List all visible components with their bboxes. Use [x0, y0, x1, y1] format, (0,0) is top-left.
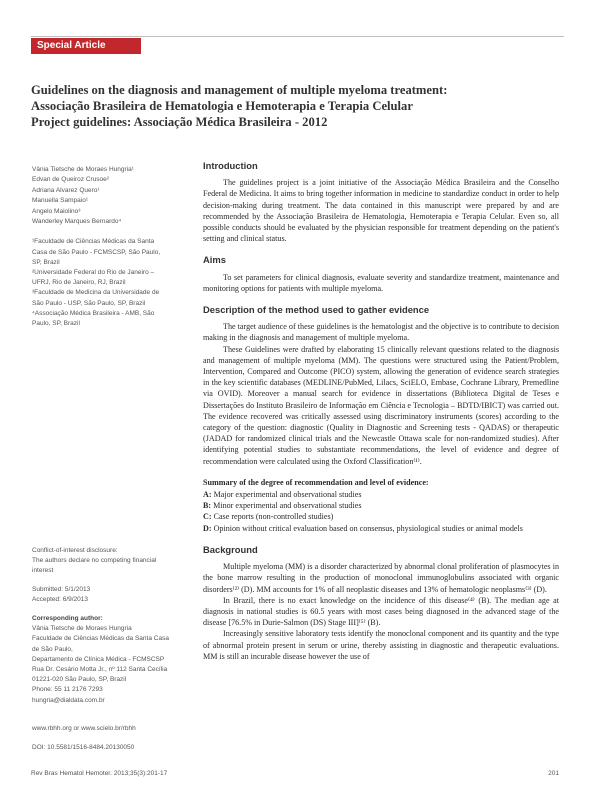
method-paragraph: The target audience of these guidelines is the hematologist and the objective is to contribute to decision making in the diagnosis and management of multiple myeloma. — [203, 322, 559, 343]
aims-section — [203, 254, 559, 294]
corresponding-line: Vânia Tietsche de Moraes Hungria — [32, 625, 132, 633]
affiliation-line: São Paulo - USP, São Paulo, SP, Brazil — [32, 299, 146, 307]
corresponding-label: Corresponding author: — [32, 615, 103, 622]
section-banner: Special Article — [31, 38, 141, 54]
affiliation-line: ⁴Associação Médica Brasileira - AMB, São — [32, 309, 155, 317]
corresponding-author — [32, 614, 182, 706]
page-number: 201 — [548, 770, 559, 777]
affiliation-line: ³Faculdade de Medicina da Universidade de — [32, 289, 160, 297]
corresponding-line: Rua Dr. Cesário Motta Jr., nº 112 Santa Cecília — [32, 666, 168, 674]
grade-key: A: — [203, 490, 212, 500]
author: Adriana Alvarez Quero¹ — [32, 186, 100, 194]
grade-text: Case reports (non-controlled studies) — [211, 512, 334, 522]
introduction-paragraph: The guidelines project is a joint initiative of the Associação Médica Brasileira and the Conselho Federal de Medicina. It aims to bring together information in medicine to standardize conduct in order to help decision-making during treatment. The data contained in this manuscript were prepared by and are recommended by the Associação Brasileira de Hematologia, Hemoterapia e Terapia Celular. Even so, all possible conducts should be evaluated by the physician responsible for treatment depending on the patient's setting and clinical status. — [203, 178, 559, 244]
method-heading: Description of the method used to gather evidence — [203, 304, 430, 316]
top-rule — [31, 36, 564, 37]
submitted-date: Submitted: 5/1/2013 — [32, 586, 91, 593]
corresponding-line: 01221-020 São Paulo, SP, Brazil — [32, 676, 127, 684]
summary-title: Summary of the degree of recommendation and level of evidence: — [203, 477, 429, 487]
introduction-section — [203, 160, 559, 244]
author-list — [32, 165, 182, 227]
method-paragraph: These Guidelines were drafted by elaborating 15 clinically relevant questions related to the diagnosis and management of multiple myeloma (MM). The questions were structured using the Patient/Problem, Intervention, Compared and Outcome (PICO) system, allowing the generation of evidence search strategies in the key scientific databases (MEDLINE/PubMed, Lilacs, SciELO, Embase, Cochrane Library, Premedline via OVID). Moreover a manual search for evidence in dissertations (Biblioteca Digital de Teses e Dissertações do Instituto Brasileiro de Informação em Ciência e Tecnologia – BDTD/IBICT) was carried out. The evidence recovered was critically assessed using discriminatory instruments (scores) according to the category of the question: diagnostic (Quality in Diagnostic and Screening tests - QADAS) or therapeutic (JADAD for randomized clinical trials and the Newcastle Ottawa scale for non-randomized studies). After identifying potential studies to substantiate recommendations, the level of evidence and degree of recommendation were calculated using the Oxford Classification⁽¹⁾. — [203, 344, 559, 466]
recommendation-summary — [203, 477, 559, 534]
affiliation-line: Paulo, SP, Brazil — [32, 320, 80, 328]
summary-item — [203, 500, 559, 511]
grade-key: B: — [203, 501, 212, 511]
author: Manuella Sampaio¹ — [32, 197, 89, 205]
summary-item — [203, 511, 559, 522]
journal-web — [32, 724, 182, 734]
affiliation-line: UFRJ, Rio de Janeiro, RJ, Brazil — [32, 279, 126, 287]
background-paragraph: Multiple myeloma (MM) is a disorder characterized by abnormal clonal proliferation of plasmocytes in the bone marrow resulting in the production of monoclonal immunoglobulins associated with organic disorders⁽²⁾ (D). MM accounts for 1% of all neoplastic diseases and 13% of hematologic neoplasms⁽³⁾ (D). — [203, 562, 559, 594]
conflict-line: interest — [32, 567, 54, 575]
background-paragraph: Increasingly sensitive laboratory tests identify the monoclonal component and its quantity and the type of abnormal protein present in serum or urine, thereby assisting in diagnostic and therapeutic evaluations. MM is still an incurable disease however the use of — [203, 629, 559, 661]
main-text — [203, 160, 559, 672]
background-section — [203, 544, 559, 662]
corresponding-line: de São Paulo, — [32, 645, 73, 653]
author: Vânia Tietsche de Moraes Hungria¹ — [32, 166, 134, 173]
aims-heading: Aims — [203, 254, 226, 266]
affiliation-line: ²Universidade Federal do Rio de Janeiro – — [32, 269, 155, 277]
title-line: Guidelines on the diagnosis and management of multiple myeloma treatment: — [31, 83, 448, 97]
corresponding-line: Faculdade de Ciências Médicas da Santa Casa — [32, 635, 169, 643]
grade-text: Major experimental and observational studies — [211, 490, 362, 500]
accepted-date: Accepted: 6/9/2013 — [32, 596, 89, 604]
journal-citation: Rev Bras Hematol Hemoter. 2013;35(3):201-17 — [31, 770, 168, 777]
author: Angelo Maiolino³ — [32, 207, 81, 215]
introduction-heading: Introduction — [203, 160, 258, 171]
title-line: Project guidelines: Associação Médica Brasileira - 2012 — [31, 115, 328, 130]
background-heading: Background — [203, 543, 258, 555]
method-section — [203, 304, 559, 467]
corresponding-line: Departamento de Clínica Médica - FCMSCSP — [32, 655, 165, 663]
summary-item — [203, 489, 559, 500]
submission-dates — [32, 585, 182, 605]
summary-item — [203, 523, 559, 534]
affiliation-line: SP, Brazil — [32, 258, 60, 266]
grade-text: Minor experimental and observational studies — [211, 501, 362, 511]
author-column — [32, 165, 182, 329]
web-link[interactable]: www.rbhh.org or www.scielo.br/rbhh — [32, 725, 136, 732]
article-title — [31, 82, 571, 131]
conflict-disclosure — [32, 546, 182, 577]
background-paragraph: In Brazil, there is no exact knowledge on the incidence of this disease⁽⁴⁾ (B). The median age at diagnosis in national studies is 60.5 years with most cases being diagnosed in the advanced stage of the disease [76.5% in Durie-Salmon (DS) Stage III]⁽⁵⁾ (B). — [203, 595, 559, 628]
conflict-line: The authors declare no competing financial — [32, 557, 157, 565]
corresponding-line: Phone: 55 11 2176 7293 — [32, 686, 103, 694]
author: Edvan de Queiroz Crusoe² — [32, 176, 109, 184]
doi-block — [32, 743, 182, 753]
grade-key: D: — [203, 523, 212, 533]
affiliation-list — [32, 237, 182, 329]
title-line: Associação Brasileira de Hematologia e Hemoterapia e Terapia Celular — [31, 99, 413, 114]
grade-key: C: — [203, 512, 212, 522]
corresponding-email[interactable]: hungria@dialdata.com.br — [32, 696, 105, 704]
aims-paragraph: To set parameters for clinical diagnosis, evaluate severity and standardize treatment, maintenance and monitoring options for patients with multiple myeloma. — [203, 272, 559, 293]
grade-text: Opinion without critical evaluation based on consensus, physiological studies or animal models — [211, 523, 523, 533]
author: Wanderley Marques Bernardo⁴ — [32, 218, 122, 226]
conflict-line: Conflict-of-interest disclosure: — [32, 547, 118, 554]
affiliation-line: Casa de São Paulo - FCMSCSP, São Paulo, — [32, 248, 161, 256]
doi[interactable]: DOI: 10.5581/1516-8484.20130050 — [32, 744, 135, 751]
affiliation-line: ¹Faculdade de Ciências Médicas da Santa — [32, 238, 155, 246]
